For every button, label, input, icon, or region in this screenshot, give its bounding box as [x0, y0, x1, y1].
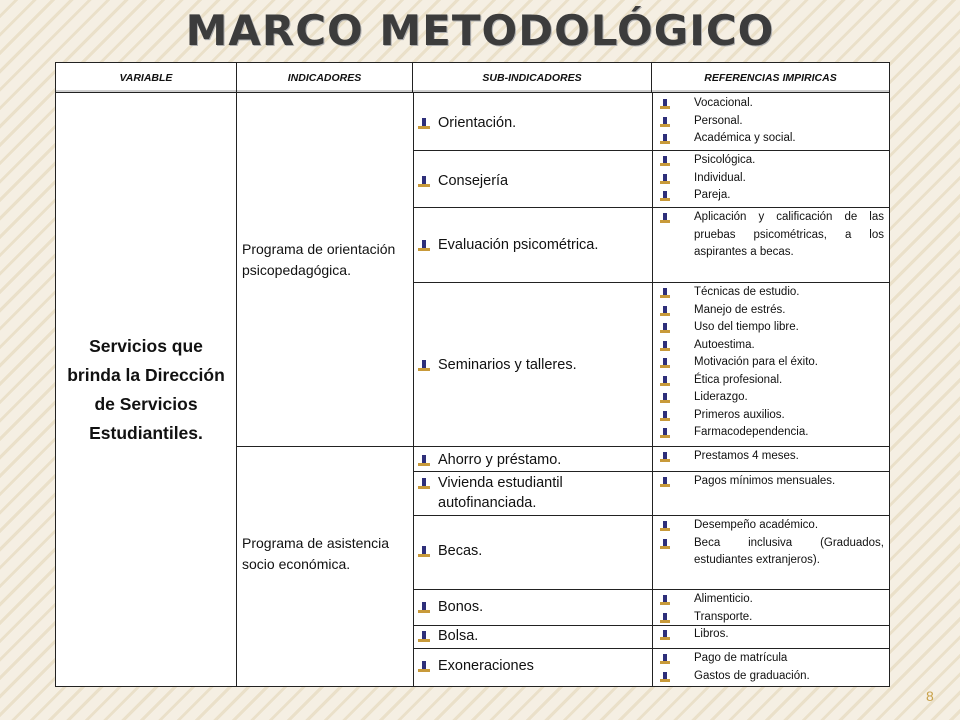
subindicator-label: Consejería: [438, 173, 509, 189]
subindicator-label: Bolsa.: [438, 628, 479, 644]
reference-item: Pago de matrícula: [658, 650, 884, 668]
grid-line: [236, 93, 237, 686]
subindicator-row: [418, 113, 648, 133]
reference-item: Uso del tiempo libre.: [658, 319, 884, 337]
reference-item: Vocacional.: [658, 95, 884, 113]
bullet-marker-icon: [418, 239, 430, 251]
bullet-marker-icon: [660, 477, 670, 487]
grid-line: [413, 589, 889, 590]
bullet-marker-icon: [660, 174, 670, 184]
references-group: [658, 650, 884, 685]
bullet-marker-icon: [660, 613, 670, 623]
header-indicators: INDICADORES: [237, 63, 413, 93]
bullet-marker-icon: [660, 376, 670, 386]
header-references: REFERENCIAS IMPIRICAS: [652, 63, 889, 93]
bullet-marker-icon: [660, 99, 670, 109]
bullet-marker-icon: [660, 654, 670, 664]
reference-item: Psicológica.: [658, 152, 884, 170]
subindicator-label: Seminarios y talleres.: [438, 357, 577, 373]
bullet-marker-icon: [418, 359, 430, 371]
bullet-marker-icon: [660, 323, 670, 333]
bullet-marker-icon: [418, 601, 430, 613]
bullet-marker-icon: [660, 428, 670, 438]
bullet-marker-icon: [660, 452, 670, 462]
bullet-marker-icon: [418, 454, 430, 466]
subindicator-label: Orientación.: [438, 115, 517, 131]
bullet-marker-icon: [660, 341, 670, 351]
reference-item: Manejo de estrés.: [658, 302, 884, 320]
bullet-marker-icon: [660, 411, 670, 421]
grid-line: [413, 93, 414, 686]
subindicator-label: Becas.: [438, 543, 483, 559]
bullet-marker-icon: [660, 630, 670, 640]
reference-item: Alimenticio.: [658, 591, 884, 609]
reference-item: Académica y social.: [658, 130, 884, 148]
reference-item: Autoestima.: [658, 337, 884, 355]
bullet-marker-icon: [418, 175, 430, 187]
reference-item: Motivación para el éxito.: [658, 354, 884, 372]
bullet-marker-icon: [660, 358, 670, 368]
grid-line: [413, 150, 889, 151]
bullet-marker-icon: [660, 134, 670, 144]
grid-line: [413, 648, 889, 649]
bullet-marker-icon: [660, 213, 670, 223]
reference-item: Liderazgo.: [658, 389, 884, 407]
subindicator-label: Evaluación psicométrica.: [438, 237, 599, 253]
bullet-marker-icon: [660, 156, 670, 166]
reference-item: Pareja.: [658, 187, 884, 205]
subindicator-label: Vivienda estudiantil autofinanciada.: [438, 475, 563, 511]
grid-line: [413, 282, 889, 283]
grid-line: [413, 471, 889, 472]
subindicator-label: Ahorro y préstamo.: [438, 452, 562, 468]
reference-item: Pagos mínimos mensuales.: [658, 473, 884, 491]
references-group: [658, 591, 884, 626]
page-title: MARCO METODOLÓGICO: [185, 6, 775, 55]
bullet-marker-icon: [660, 521, 670, 531]
subindicator-row: [418, 597, 648, 617]
subindicator-row: [418, 541, 648, 561]
grid-line: [413, 207, 889, 208]
reference-item: Libros.: [658, 626, 884, 644]
bullet-marker-icon: [418, 545, 430, 557]
reference-item: Individual.: [658, 170, 884, 188]
bullet-marker-icon: [660, 306, 670, 316]
grid-line: [236, 446, 889, 447]
references-group: [658, 517, 884, 570]
reference-item: Técnicas de estudio.: [658, 284, 884, 302]
bullet-marker-icon: [660, 288, 670, 298]
bullet-marker-icon: [660, 672, 670, 682]
references-group: [658, 284, 884, 442]
grid-line: [413, 515, 889, 516]
subindicator-row: [418, 626, 648, 646]
header-variable: VARIABLE: [56, 63, 237, 93]
subindicator-row: [418, 235, 648, 255]
indicator-orientation-program: Programa de orientación psicopedagógica.: [242, 241, 396, 278]
reference-item: Primeros auxilios.: [658, 407, 884, 425]
bullet-marker-icon: [418, 117, 430, 129]
subindicator-label: Bonos.: [438, 599, 484, 615]
bullet-marker-icon: [660, 191, 670, 201]
references-group: [658, 448, 884, 466]
reference-item: Personal.: [658, 113, 884, 131]
reference-item: Desempeño académico.: [658, 517, 884, 535]
page-number: 8: [926, 688, 934, 704]
reference-item: Farmacodependencia.: [658, 424, 884, 442]
bullet-marker-icon: [418, 660, 430, 672]
subindicator-row: [418, 473, 638, 513]
bullet-marker-icon: [660, 595, 670, 605]
reference-item: Aplicación y calificación de las pruebas psicométricas, a los aspirantes a becas.: [658, 209, 884, 262]
reference-item: Prestamos 4 meses.: [658, 448, 884, 466]
bullet-marker-icon: [660, 539, 670, 549]
methodology-table: [55, 62, 890, 687]
references-group: [658, 152, 884, 205]
indicator-socioeconomic-program: Programa de asistencia socio económica.: [242, 535, 390, 572]
subindicator-row: [418, 171, 648, 191]
bullet-marker-icon: [660, 117, 670, 127]
subindicator-row: [418, 355, 648, 375]
subindicator-row: [418, 450, 648, 470]
reference-item: Gastos de graduación.: [658, 668, 884, 686]
header-subindicators: SUB-INDICADORES: [413, 63, 652, 93]
references-group: [658, 209, 884, 262]
reference-item: Ética profesional.: [658, 372, 884, 390]
references-group: [658, 473, 884, 491]
grid-line: [652, 93, 653, 686]
bullet-marker-icon: [418, 477, 430, 489]
bullet-marker-icon: [418, 630, 430, 642]
reference-item: Beca inclusiva (Graduados, estudiantes extranjeros).: [658, 535, 884, 570]
bullet-marker-icon: [660, 393, 670, 403]
reference-item: Transporte.: [658, 609, 884, 627]
variable-cell: Servicios que brinda la Dirección de Servicios Estudiantiles.: [67, 336, 225, 443]
subindicator-label: Exoneraciones: [438, 658, 534, 674]
references-group: [658, 626, 884, 644]
subindicator-row: [418, 656, 648, 676]
references-group: [658, 95, 884, 148]
